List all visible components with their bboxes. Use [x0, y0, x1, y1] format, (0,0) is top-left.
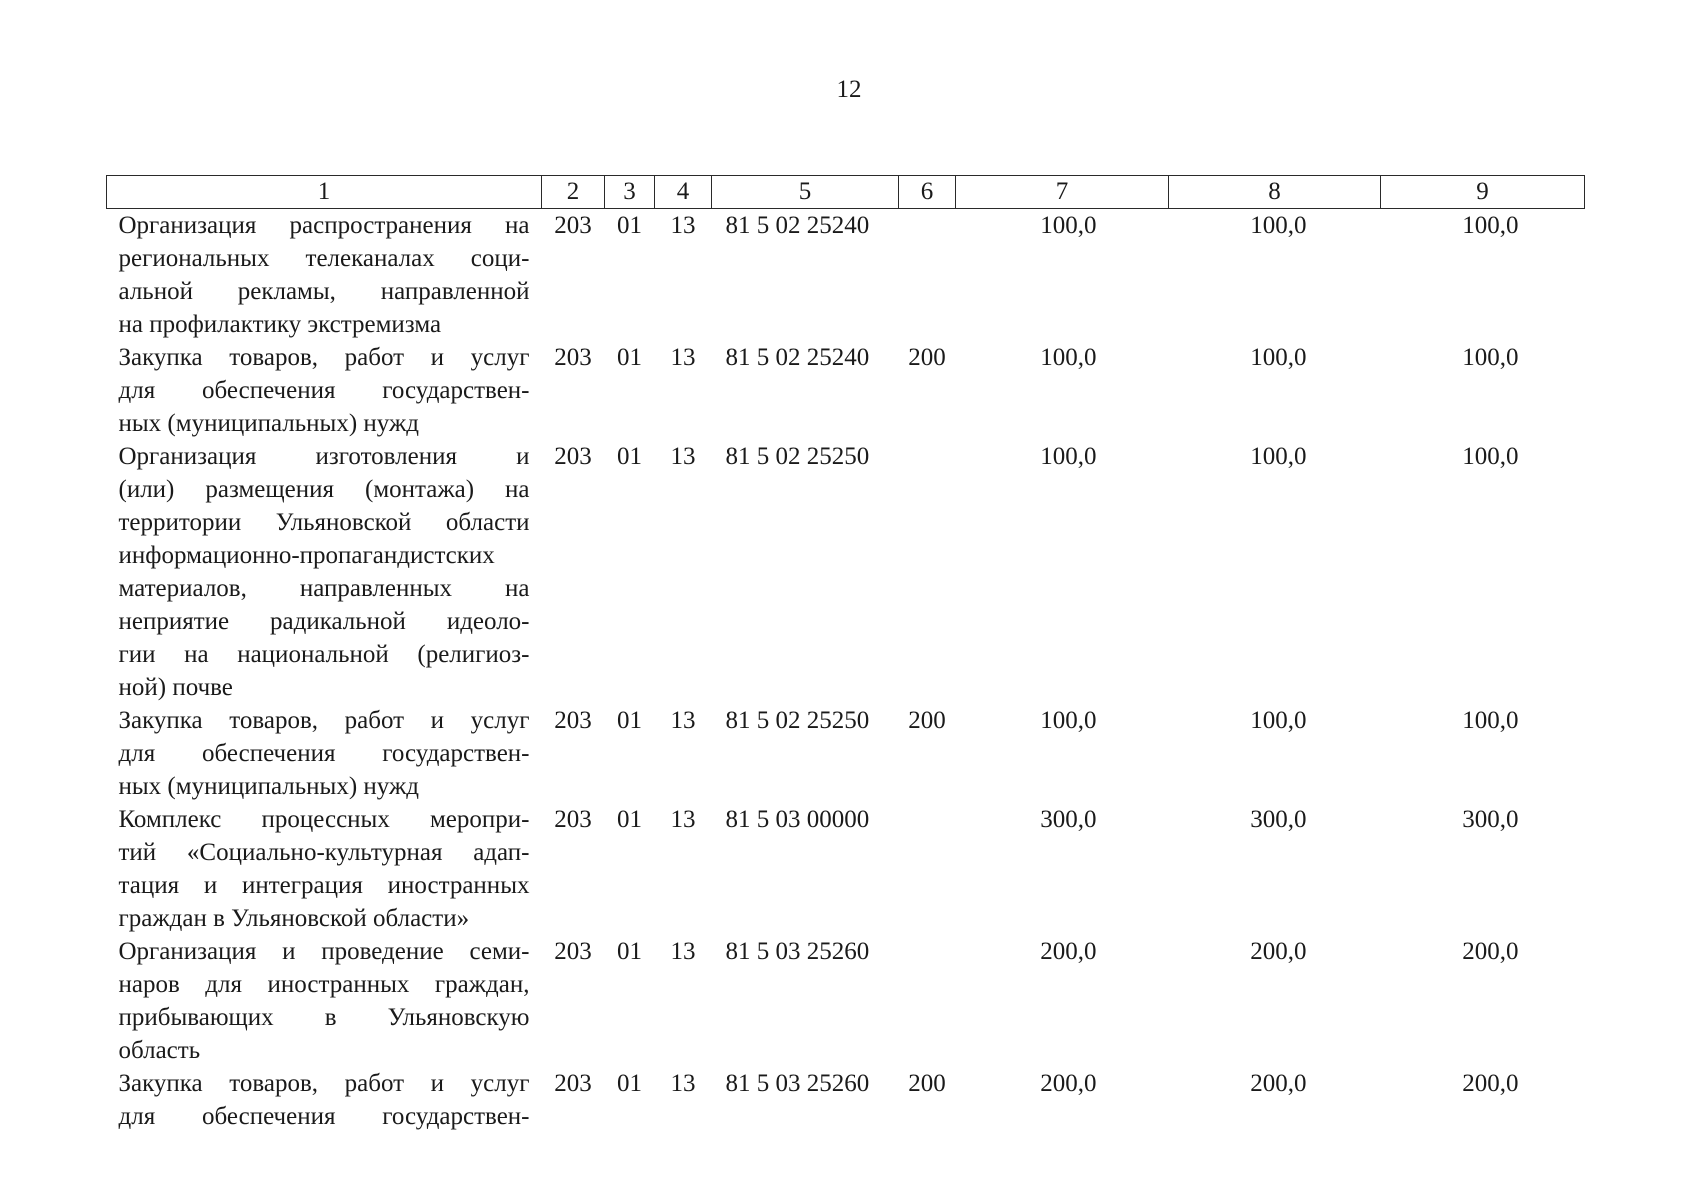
amount-col7: 200,0: [1040, 1070, 1097, 1097]
amount-col8: 200,0: [1250, 938, 1307, 965]
amount-col8: 100,0: [1250, 443, 1307, 470]
description-line: неприятие радикальной идеоло-: [118, 608, 530, 635]
description-line: альной рекламы, направленной: [118, 278, 530, 305]
target-article-code: 81 5 02 25240: [725, 212, 870, 239]
ministry-code: 203: [554, 1070, 592, 1097]
expense-type-code: [899, 803, 956, 935]
subsection-code: 13: [670, 443, 696, 470]
amount-col9: 100,0: [1462, 212, 1519, 239]
table-row: [107, 341, 1585, 440]
ministry-code: 203: [554, 707, 592, 734]
row-description: [107, 440, 542, 704]
amount-col8: 200,0: [1250, 1070, 1307, 1097]
table-row: [107, 935, 1585, 1067]
expense-type-code: [899, 935, 956, 1067]
column-header: 4: [655, 176, 712, 209]
column-header: 9: [1381, 176, 1585, 209]
description-line: (или) размещения (монтажа) на: [118, 476, 530, 503]
amount-col9: 100,0: [1462, 344, 1519, 371]
section-code: 01: [617, 806, 642, 833]
description-line: материалов, направленных на: [118, 575, 530, 602]
description-line: информационно-пропагандистских: [118, 542, 495, 569]
subsection-code: 13: [670, 1070, 696, 1097]
ministry-code: 203: [554, 212, 592, 239]
column-header: 6: [899, 176, 956, 209]
amount-col9: 200,0: [1462, 938, 1519, 965]
amount-col9: 100,0: [1462, 707, 1519, 734]
table-row: [107, 803, 1585, 935]
ministry-code: 203: [554, 344, 592, 371]
page-number: 12: [836, 76, 862, 103]
amount-col7: 300,0: [1040, 806, 1097, 833]
section-code: 01: [617, 1070, 642, 1097]
row-description: [107, 935, 542, 1067]
subsection-code: 13: [670, 212, 696, 239]
target-article-code: 81 5 03 00000: [725, 806, 870, 833]
amount-col7: 200,0: [1040, 938, 1097, 965]
expense-type-code: 200: [908, 1070, 946, 1097]
description-line: тий «Социально-культурная адап-: [118, 839, 530, 866]
expense-type-code: [899, 209, 956, 342]
amount-col9: 100,0: [1462, 443, 1519, 470]
ministry-code: 203: [554, 938, 592, 965]
amount-col7: 100,0: [1040, 212, 1097, 239]
ministry-code: 203: [554, 806, 592, 833]
table-row: [107, 1067, 1585, 1133]
description-line: Организация и проведение семи-: [118, 938, 530, 965]
target-article-code: 81 5 02 25250: [725, 707, 870, 734]
description-line: ной) почве: [118, 674, 233, 701]
description-line: на профилактику экстремизма: [118, 311, 442, 338]
table-row: [107, 440, 1585, 704]
amount-col7: 100,0: [1040, 443, 1097, 470]
amount-col7: 100,0: [1040, 707, 1097, 734]
description-line: Закупка товаров, работ и услуг: [118, 1070, 530, 1097]
column-header: 3: [605, 176, 655, 209]
section-code: 01: [617, 212, 642, 239]
section-code: 01: [617, 443, 642, 470]
ministry-code: 203: [554, 443, 592, 470]
budget-table: [106, 175, 1585, 1133]
target-article-code: 81 5 03 25260: [725, 938, 870, 965]
expense-type-code: 200: [908, 344, 946, 371]
amount-col8: 100,0: [1250, 344, 1307, 371]
description-line: Закупка товаров, работ и услуг: [118, 344, 530, 371]
subsection-code: 13: [670, 806, 696, 833]
amount-col8: 100,0: [1250, 212, 1307, 239]
amount-col8: 300,0: [1250, 806, 1307, 833]
description-line: Комплекс процессных меропри-: [118, 806, 530, 833]
description-line: Закупка товаров, работ и услуг: [118, 707, 530, 734]
description-line: ных (муниципальных) нужд: [118, 773, 419, 800]
row-description: [107, 704, 542, 803]
subsection-code: 13: [670, 938, 696, 965]
amount-col8: 100,0: [1250, 707, 1307, 734]
column-header: 5: [712, 176, 899, 209]
section-code: 01: [617, 344, 642, 371]
section-code: 01: [617, 938, 642, 965]
description-line: территории Ульяновской области: [118, 509, 530, 536]
description-line: тация и интеграция иностранных: [118, 872, 530, 899]
description-line: для обеспечения государствен-: [118, 377, 530, 404]
description-line: прибывающих в Ульяновскую: [118, 1004, 530, 1031]
description-line: для обеспечения государствен-: [118, 740, 530, 767]
description-line: ных (муниципальных) нужд: [118, 410, 419, 437]
target-article-code: 81 5 02 25240: [725, 344, 870, 371]
subsection-code: 13: [670, 707, 696, 734]
column-header: 1: [107, 176, 542, 209]
table-row: [107, 209, 1585, 342]
amount-col9: 300,0: [1462, 806, 1519, 833]
row-description: [107, 803, 542, 935]
description-line: для обеспечения государствен-: [118, 1103, 530, 1130]
description-line: область: [118, 1037, 201, 1064]
description-line: граждан в Ульяновской области»: [118, 905, 470, 932]
amount-col7: 100,0: [1040, 344, 1097, 371]
amount-col9: 200,0: [1462, 1070, 1519, 1097]
target-article-code: 81 5 03 25260: [725, 1070, 870, 1097]
row-description: [107, 209, 542, 342]
row-description: [107, 341, 542, 440]
section-code: 01: [617, 707, 642, 734]
description-line: гии на национальной (религиоз-: [118, 641, 530, 668]
table-header-row: [107, 176, 1585, 209]
description-line: наров для иностранных граждан,: [118, 971, 530, 998]
expense-type-code: 200: [908, 707, 946, 734]
column-header: 8: [1169, 176, 1381, 209]
column-header: 7: [956, 176, 1169, 209]
expense-type-code: [899, 440, 956, 704]
column-header: 2: [542, 176, 605, 209]
row-description: [107, 1067, 542, 1133]
table-row: [107, 704, 1585, 803]
target-article-code: 81 5 02 25250: [725, 443, 870, 470]
description-line: региональных телеканалах соци-: [118, 245, 530, 272]
description-line: Организация распространения на: [118, 212, 530, 239]
description-line: Организация изготовления и: [118, 443, 530, 470]
subsection-code: 13: [670, 344, 696, 371]
